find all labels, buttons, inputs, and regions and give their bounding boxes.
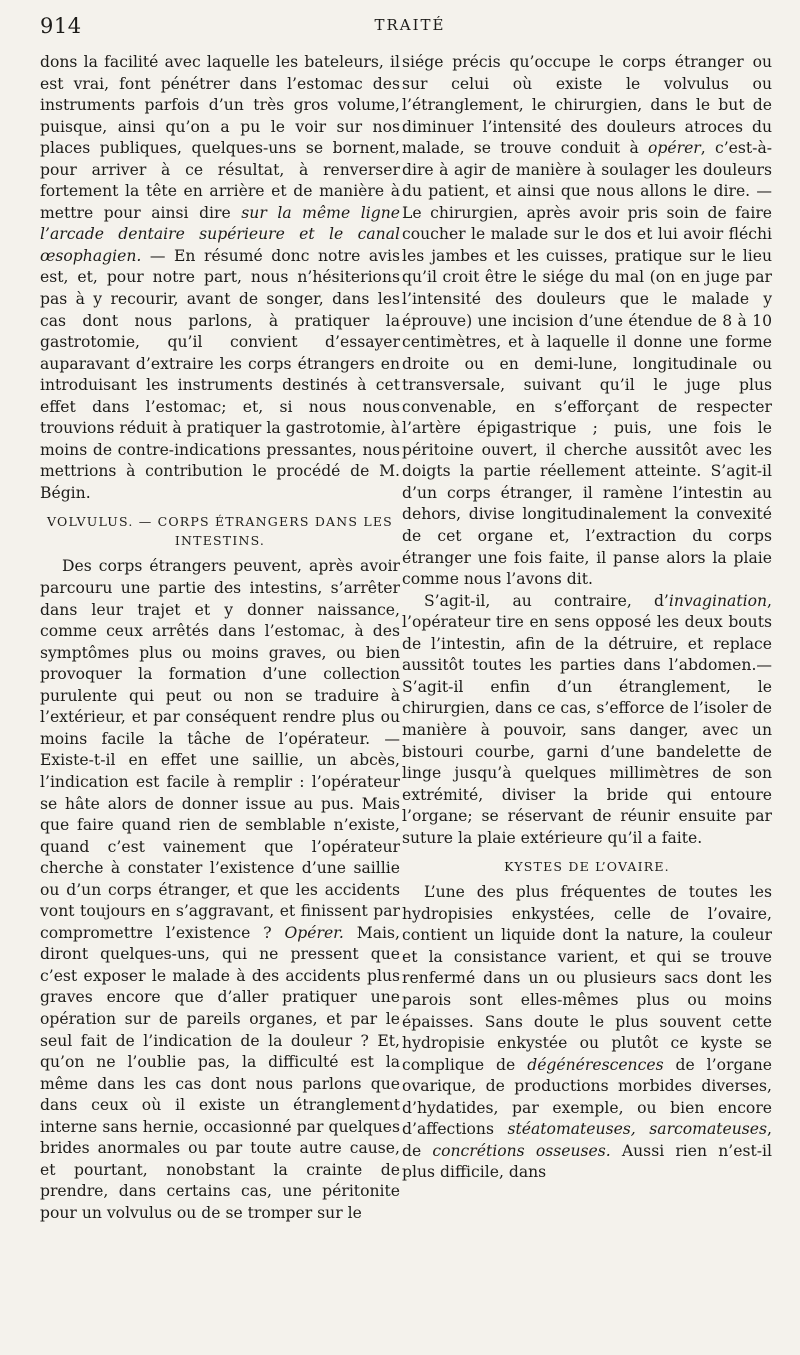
- paragraph-gastrotomy-conclusion: dons la facilité avec laquelle les bateleurs, il est vrai, font pénétrer dans l’estomac des instruments parfois d’un très gros volume, puisque, ainsi qu’on a pu le voir sur nos places publiques, quelques-uns se bornent, pour arriver à ce résultat, à renverser fortement la tête en arrière et de manière à mettre pour ainsi dire sur la même ligne l’arcade dentaire supérieure et le canal œsophagien. — En résumé donc notre avis est, et, pour notre part, nous n’hésiterions pas à y recourir, avant de songer, dans les cas dont nous parlons, à pratiquer la gastrotomie, qu’il convient d’essayer auparavant d’extraire les corps étrangers en introduisant les instruments destinés à cet effet dans l’estomac; et, si nous nous trouvions réduit à pratiquer la gastrotomie, à moins de contre-indications pressantes, nous mettrions à contribution le procédé de M. Bégin.: [40, 53, 400, 502]
- paragraph-volvulus: Des corps étrangers peuvent, après avoir parcouru une partie des intestins, s’arrêter dans leur trajet et y donner naissance, comme ceux arrêtés dans l’estomac, à des symptômes plus ou moins graves, ou bien provoquer la formation d’une collection purulente qui peut ou non se traduire à l’extérieur, et par conséquent rendre plus ou moins facile la tâche de l’opérateur. — Existe-t-il en effet une saillie, un abcès, l’indication est facile à remplir : l’opérateur se hâte alors de donner issue au pus. Mais que faire quand rien de semblable n’existe, quand c’est vainement que l’opérateur cherche à constater l’existence d’une saillie ou d’un corps étranger, et que les accidents vont toujours en s’aggravant, et finissent par compromettre l’existence ? Opérer. Mais, diront quelques-uns, qui ne pressent que c’est exposer le malade à des accidents plus graves encore que d’aller pratiquer une opération sur de pareils organes, et par le seul fait de l’indication de la douleur ? Et, qu’on ne l’oublie pas, la difficulté est la même dans les cas dont nous parlons que dans ceux où il existe un étranglement interne sans hernie, occasionné par quelques brides anormales ou par toute autre cause, et pourtant, nonobstant la crainte de prendre, dans certains cas, une péritonite pour un volvulus ou de se tromper sur le: [40, 557, 400, 1222]
- section-title-ovarian-cysts: KYSTES DE L’OVAIRE.: [504, 859, 670, 875]
- running-title: TRAITÉ: [374, 16, 446, 34]
- paragraph-ovarian-cysts: L’une des plus fréquentes de toutes les hydropisies enkystées, celle de l’ovaire, contient un liquide dont la nature, la couleur et la consistance varient, et qui se trouve renfermé dans un ou plusieurs sacs dont les parois sont elles-mêmes plus ou moins épaisses. Sans doute le plus souvent cette hydropisie enkystée ou plutôt ce kyste se complique de dégénérescences de l’organe ovarique, de productions morbides diverses, d’hydatides, par exemple, ou bien encore d’affections stéatomateuses, sarcomateuses, de concrétions osseuses. Aussi rien n’est-il plus difficile, dans: [402, 883, 773, 1182]
- right-column: [402, 52, 772, 1184]
- page-header: [40, 14, 780, 48]
- paragraph-operation: siége précis qu’occupe le corps étranger ou sur celui où existe le volvulus ou l’étranglement, le chirurgien, dans le but de diminuer l’intensité des douleurs atroces du malade, se trouve conduit à opérer, c’est-à-dire à agir de manière à soulager les douleurs du patient, et ainsi que nous allons le dire. — Le chirurgien, après avoir pris soin de faire coucher le malade sur le dos et lui avoir fléchi les jambes et les cuisses, pratique sur le lieu qu’il croit être le siége du mal (on en juge par l’intensité des douleurs que le malade y éprouve) une incision d’une étendue de 8 à 10 centimètres, et à laquelle il donne une forme droite ou en demi-lune, longitudinale ou transversale, suivant qu’il le juge plus convenable, en s’efforçant de respecter l’artère épigastrique ; puis, une fois le péritoine ouvert, il cherche aussitôt avec les doigts la partie réellement atteinte. S’agit-il d’un corps étranger, il ramène l’intestin au dehors, divise longitudinalement la convexité de cet organe et, l’extraction du corps étranger une fois faite, il panse alors la plaie comme nous l’avons dit.: [402, 53, 773, 589]
- left-column: [40, 52, 400, 1224]
- section-title-volvulus: VOLVULUS. — CORPS ÉTRANGERS DANS LES INTESTINS.: [47, 514, 393, 549]
- paragraph-invagination: S’agit-il, au contraire, d’invagination, l’opérateur tire en sens opposé les deux bouts de l’intestin, afin de la détruire, et replace aussitôt toutes les parties dans l’abdomen.— S’agit-il enfin d’un étranglement, le chirurgien, dans ce cas, s’efforce de l’isoler de manière à pouvoir, sans danger, avec un bistouri courbe, garni d’une bandelette de linge jusqu’à quelques millimètres de son extrémité, diviser la bride qui entoure l’organe; se réservant de réunir ensuite par suture la plaie extérieure qu’il a faite.: [402, 591, 772, 847]
- page-number: 914: [40, 14, 82, 38]
